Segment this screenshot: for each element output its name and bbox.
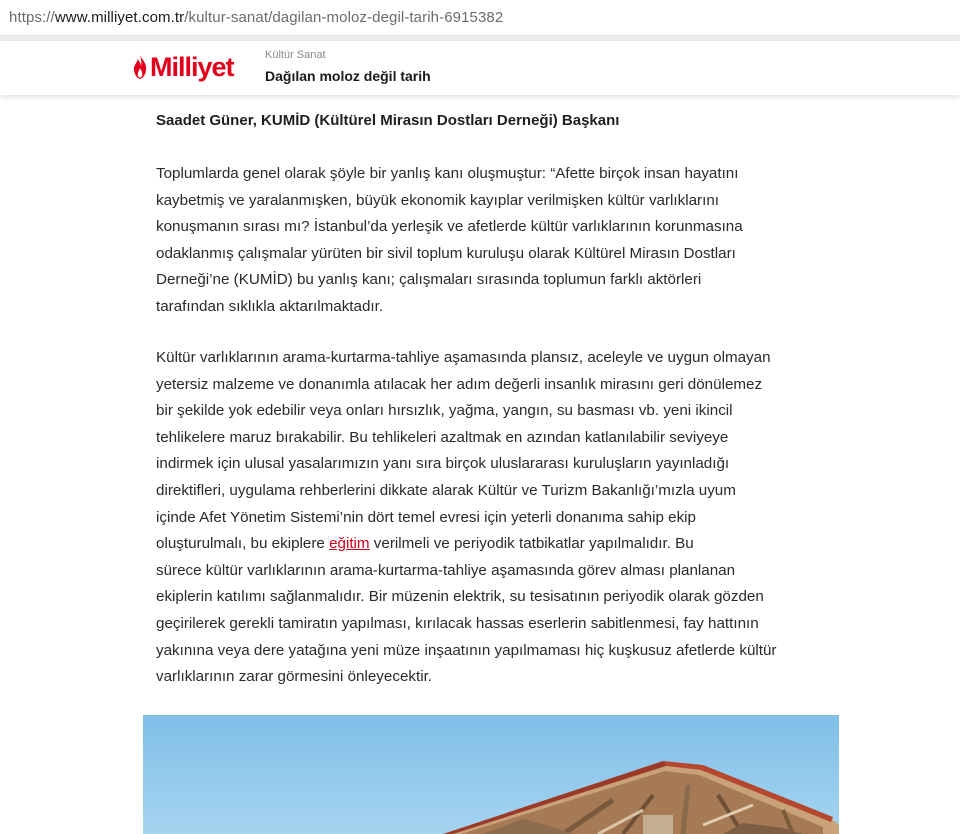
paragraph-line: Derneği’ne (KUMİD) bu yanlış kanı; çalışmaları sırasında toplumun farklı aktörleri bbox=[156, 271, 702, 289]
paragraph-line: yakınına veya dere yatağına yeni müze inşaatının yapılmaması hiç kuşkusuz afetlerde kültür bbox=[156, 641, 777, 659]
paragraph-line: odaklanmış çalışmalar yürüten bir sivil toplum kuruluşu olarak Kültürel Mirasın Dostları bbox=[156, 244, 736, 262]
url-text[interactable] bbox=[9, 9, 503, 26]
paragraph-line: Kültür varlıklarının arama-kurtarma-tahliye aşamasında plansız, aceleyle ve uygun olmayan bbox=[156, 349, 771, 366]
logo-wordmark: Milliyet bbox=[150, 52, 234, 82]
paragraph-line: sürece kültür varlıklarının arama-kurtarma-tahliye aşamasında görev alması planlanan bbox=[156, 561, 736, 579]
text-before-link: oluşturulmalı, bu ekiplere bbox=[156, 535, 330, 553]
section-label[interactable]: Kültür Sanat bbox=[265, 49, 326, 61]
paragraph-line: varlıklarının zarar görmesini önleyecektir. bbox=[156, 668, 433, 686]
paragraph-line: Toplumlarda genel olarak şöyle bir yanlış kanı oluşmuştur: “Afette birçok insan hayatını bbox=[156, 165, 739, 182]
paragraph-line: tehlikelere maruz bırakabilir. Bu tehlikeleri azaltmak en azından katlanılabilir seviyeye bbox=[156, 428, 729, 446]
paragraph-line-with-link bbox=[156, 531, 806, 558]
paragraph-line: konuşmanın sırası mı? İstanbul’da yerleşik ve afetlerde kültür varlıklarının korunmasına bbox=[156, 218, 743, 236]
address-bar[interactable] bbox=[0, 0, 960, 36]
site-header bbox=[0, 41, 960, 95]
paragraph-line: direktifleri, uygulama rehberlerini dikkate alarak Kültür ve Turizm Bakanlığı’mızla uyum bbox=[156, 481, 736, 499]
paragraph-line: bir şekilde yok edebilir veya onları hırsızlık, yağma, yangın, su basması vb. yeni ikincil bbox=[156, 402, 733, 420]
page-title: Dağılan moloz değil tarih bbox=[265, 68, 431, 84]
flame-icon bbox=[132, 54, 148, 80]
url-path: /kultur-sanat/dagilan-moloz-degil-tarih-6915382 bbox=[184, 9, 504, 26]
author-line: Saadet Güner, KUMİD (Kültürel Mirasın Dostları Derneği) Başkanı bbox=[156, 112, 620, 129]
paragraph-line: içinde Afet Yönetim Sistemi’nin dört temel evresi için yeterli donanıma sahip ekip bbox=[156, 508, 696, 526]
paragraph-2 bbox=[156, 345, 806, 691]
milliyet-logo[interactable] bbox=[132, 51, 234, 83]
damaged-building-image bbox=[143, 715, 839, 834]
url-scheme: https:// bbox=[9, 9, 55, 26]
egitim-link[interactable]: eğitim bbox=[329, 535, 370, 553]
url-host: www.milliyet.com.tr bbox=[54, 9, 185, 26]
paragraph-line: kaybetmiş ve yaralanmışken, büyük ekonomik kayıplar verilmişken kültür varlıklarını bbox=[156, 191, 719, 209]
article-photo bbox=[143, 715, 839, 834]
paragraph-line: geçirilerek gerekli tamiratın yapılması, kırılacak hassas eserlerin sabitlenmesi, fay hattının bbox=[156, 614, 759, 632]
paragraph-line: ekiplerin katılımı sağlanmalıdır. Bir müzenin elektrik, su tesisatının periyodik olarak gözden bbox=[156, 588, 764, 606]
text-after-link: verilmeli ve periyodik tatbikatlar yapılmalıdır. Bu bbox=[369, 535, 694, 553]
paragraph-1 bbox=[156, 161, 806, 321]
paragraph-line: yetersiz malzeme ve donanımla atılacak her adım değerli insanlık mirasını geri dönülemez bbox=[156, 375, 763, 393]
paragraph-line: indirmek için ulusal yasalarımızın yanı sıra birçok uluslararası kuruluşların yayınladığı bbox=[156, 455, 730, 473]
paragraph-line: tarafından sıklıkla aktarılmaktadır. bbox=[156, 297, 384, 315]
